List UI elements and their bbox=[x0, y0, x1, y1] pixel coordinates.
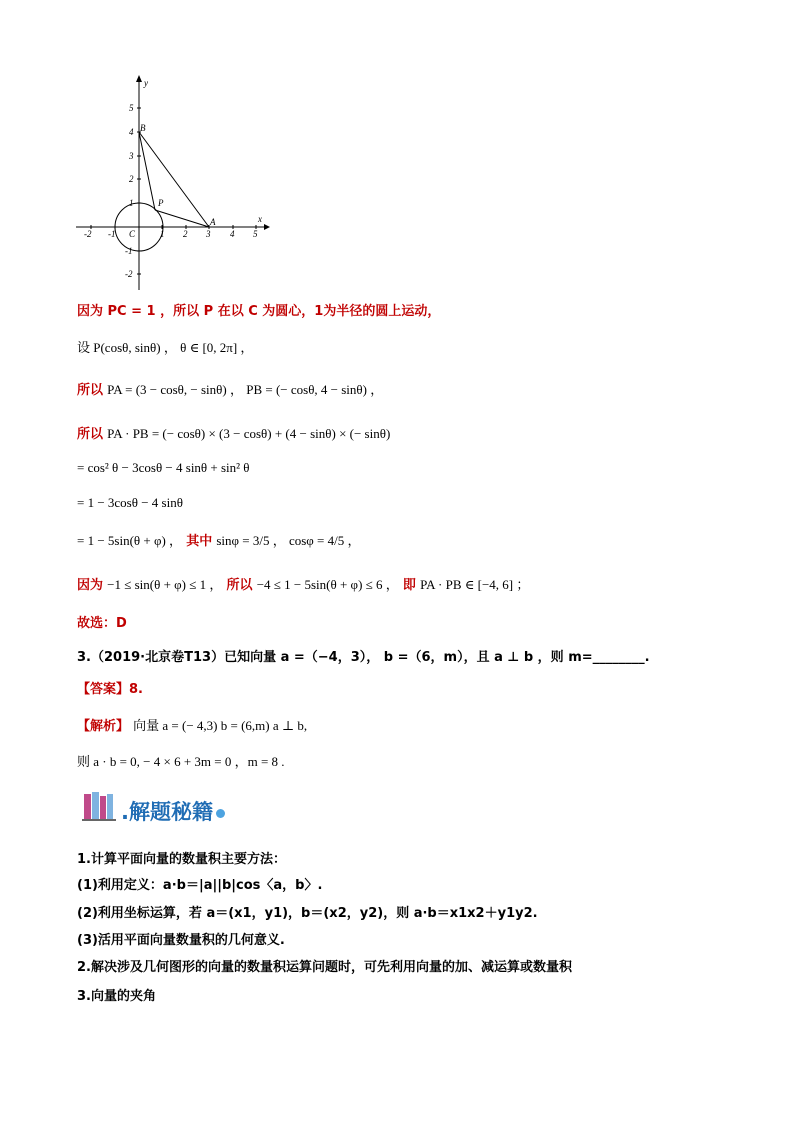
range-expr: −4 ≤ 1 − 5sin(θ + φ) ≤ 6 ， bbox=[256, 577, 399, 592]
x-tick-label: 3 bbox=[206, 229, 211, 239]
question-3: 3.（2019·北京卷T13）已知向量 a =（−4，3）， b =（6，m），且 a ⊥ b ，则 m=________. bbox=[77, 650, 650, 665]
answer-choice: 故选：D bbox=[77, 616, 127, 631]
books-icon bbox=[82, 790, 122, 822]
label-yinwei: 因为 bbox=[77, 578, 104, 593]
range-result: PA · PB ∈ [−4, 6] ； bbox=[420, 577, 530, 592]
phi-values: sinφ = 3/5 ， cosφ = 4/5 ， bbox=[216, 533, 361, 548]
tip-1-1: (1)利用定义：a·b＝|a||b|cos〈a，b〉. bbox=[77, 878, 323, 893]
tips-heading-text: .解题秘籍 bbox=[121, 800, 213, 824]
label-ji: 即 bbox=[402, 578, 416, 593]
x-tick-label: 1 bbox=[160, 229, 165, 239]
y-tick-label: 4 bbox=[129, 127, 134, 137]
tip-1: 1.计算平面向量的数量积主要方法： bbox=[77, 852, 286, 867]
solution-line-3 bbox=[77, 379, 383, 398]
point-label-a: A bbox=[210, 217, 216, 227]
y-tick-label: 3 bbox=[129, 151, 134, 161]
x-tick-label: 5 bbox=[253, 229, 258, 239]
x-tick-label: C bbox=[129, 229, 136, 239]
analysis-line-1 bbox=[77, 715, 307, 734]
label-qizhong: 其中 bbox=[186, 534, 213, 549]
label-suoyi: 所以 bbox=[77, 383, 104, 398]
coordinate-figure bbox=[70, 72, 270, 292]
y-tick-label: 1 bbox=[129, 198, 134, 208]
y-tick-label: -2 bbox=[125, 269, 133, 279]
tips-heading bbox=[121, 796, 225, 826]
point-label-b: B bbox=[140, 123, 146, 133]
analysis-line-2: 则 a · b = 0, − 4 × 6 + 3m = 0 ，m = 8 . bbox=[77, 754, 285, 769]
solution-line-7 bbox=[77, 530, 361, 549]
solution-line-8 bbox=[77, 574, 529, 593]
solution-line-2: 设 P(cosθ, sinθ) ， θ ∈ [0, 2π] ， bbox=[77, 340, 254, 355]
tip-2: 2.解决涉及几何图形的向量的数量积运算问题时，可先利用向量的加、减运算或数量积 bbox=[77, 960, 572, 975]
analysis-label: 【解析】 bbox=[77, 719, 130, 734]
solution-line-1: 因为 PC = 1 ，所以 P 在以 C 为圆心，1为半径的圆上运动， bbox=[77, 304, 441, 319]
range-sin: −1 ≤ sin(θ + φ) ≤ 1 ， bbox=[107, 577, 223, 592]
x-tick-label: 2 bbox=[183, 229, 188, 239]
y-tick-label: 5 bbox=[129, 103, 134, 113]
x-tick-label: 4 bbox=[230, 229, 235, 239]
point-label-p: P bbox=[158, 198, 164, 208]
answer-label: 【答案】8. bbox=[77, 682, 143, 697]
x-tick-label: -1 bbox=[108, 229, 116, 239]
tip-3: 3.向量的夹角 bbox=[77, 989, 156, 1004]
sin-form: = 1 − 5sin(θ + φ) ， bbox=[77, 533, 183, 548]
tip-1-2: (2)利用坐标运算，若 a＝(x1，y1)，b＝(x2，y2)，则 a·b＝x1x2＋y1y2. bbox=[77, 906, 538, 921]
solution-line-4 bbox=[77, 423, 390, 442]
vector-expr: PA = (3 − cosθ, − sinθ) ， PB = (− cosθ, 4 − sinθ) ， bbox=[107, 382, 384, 397]
y-axis-label: y bbox=[144, 78, 148, 88]
y-tick-label: -1 bbox=[125, 246, 133, 256]
dot-icon bbox=[216, 809, 225, 818]
solution-line-6: = 1 − 3cosθ − 4 sinθ bbox=[77, 495, 183, 510]
dot-product-expr: PA · PB = (− cosθ) × (3 − cosθ) + (4 − sinθ) × (− sinθ) bbox=[107, 426, 391, 441]
label-suoyi: 所以 bbox=[77, 427, 104, 442]
y-tick-label: 2 bbox=[129, 174, 134, 184]
solution-line-5: = cos² θ − 3cosθ − 4 sinθ + sin² θ bbox=[77, 460, 250, 475]
x-axis-label: x bbox=[258, 214, 262, 224]
x-tick-label: -2 bbox=[84, 229, 92, 239]
tip-1-3: (3)活用平面向量数量积的几何意义. bbox=[77, 933, 285, 948]
analysis-text: 向量 a = (− 4,3) b = (6,m) a ⊥ b, bbox=[133, 718, 308, 733]
label-suoyi: 所以 bbox=[226, 578, 253, 593]
